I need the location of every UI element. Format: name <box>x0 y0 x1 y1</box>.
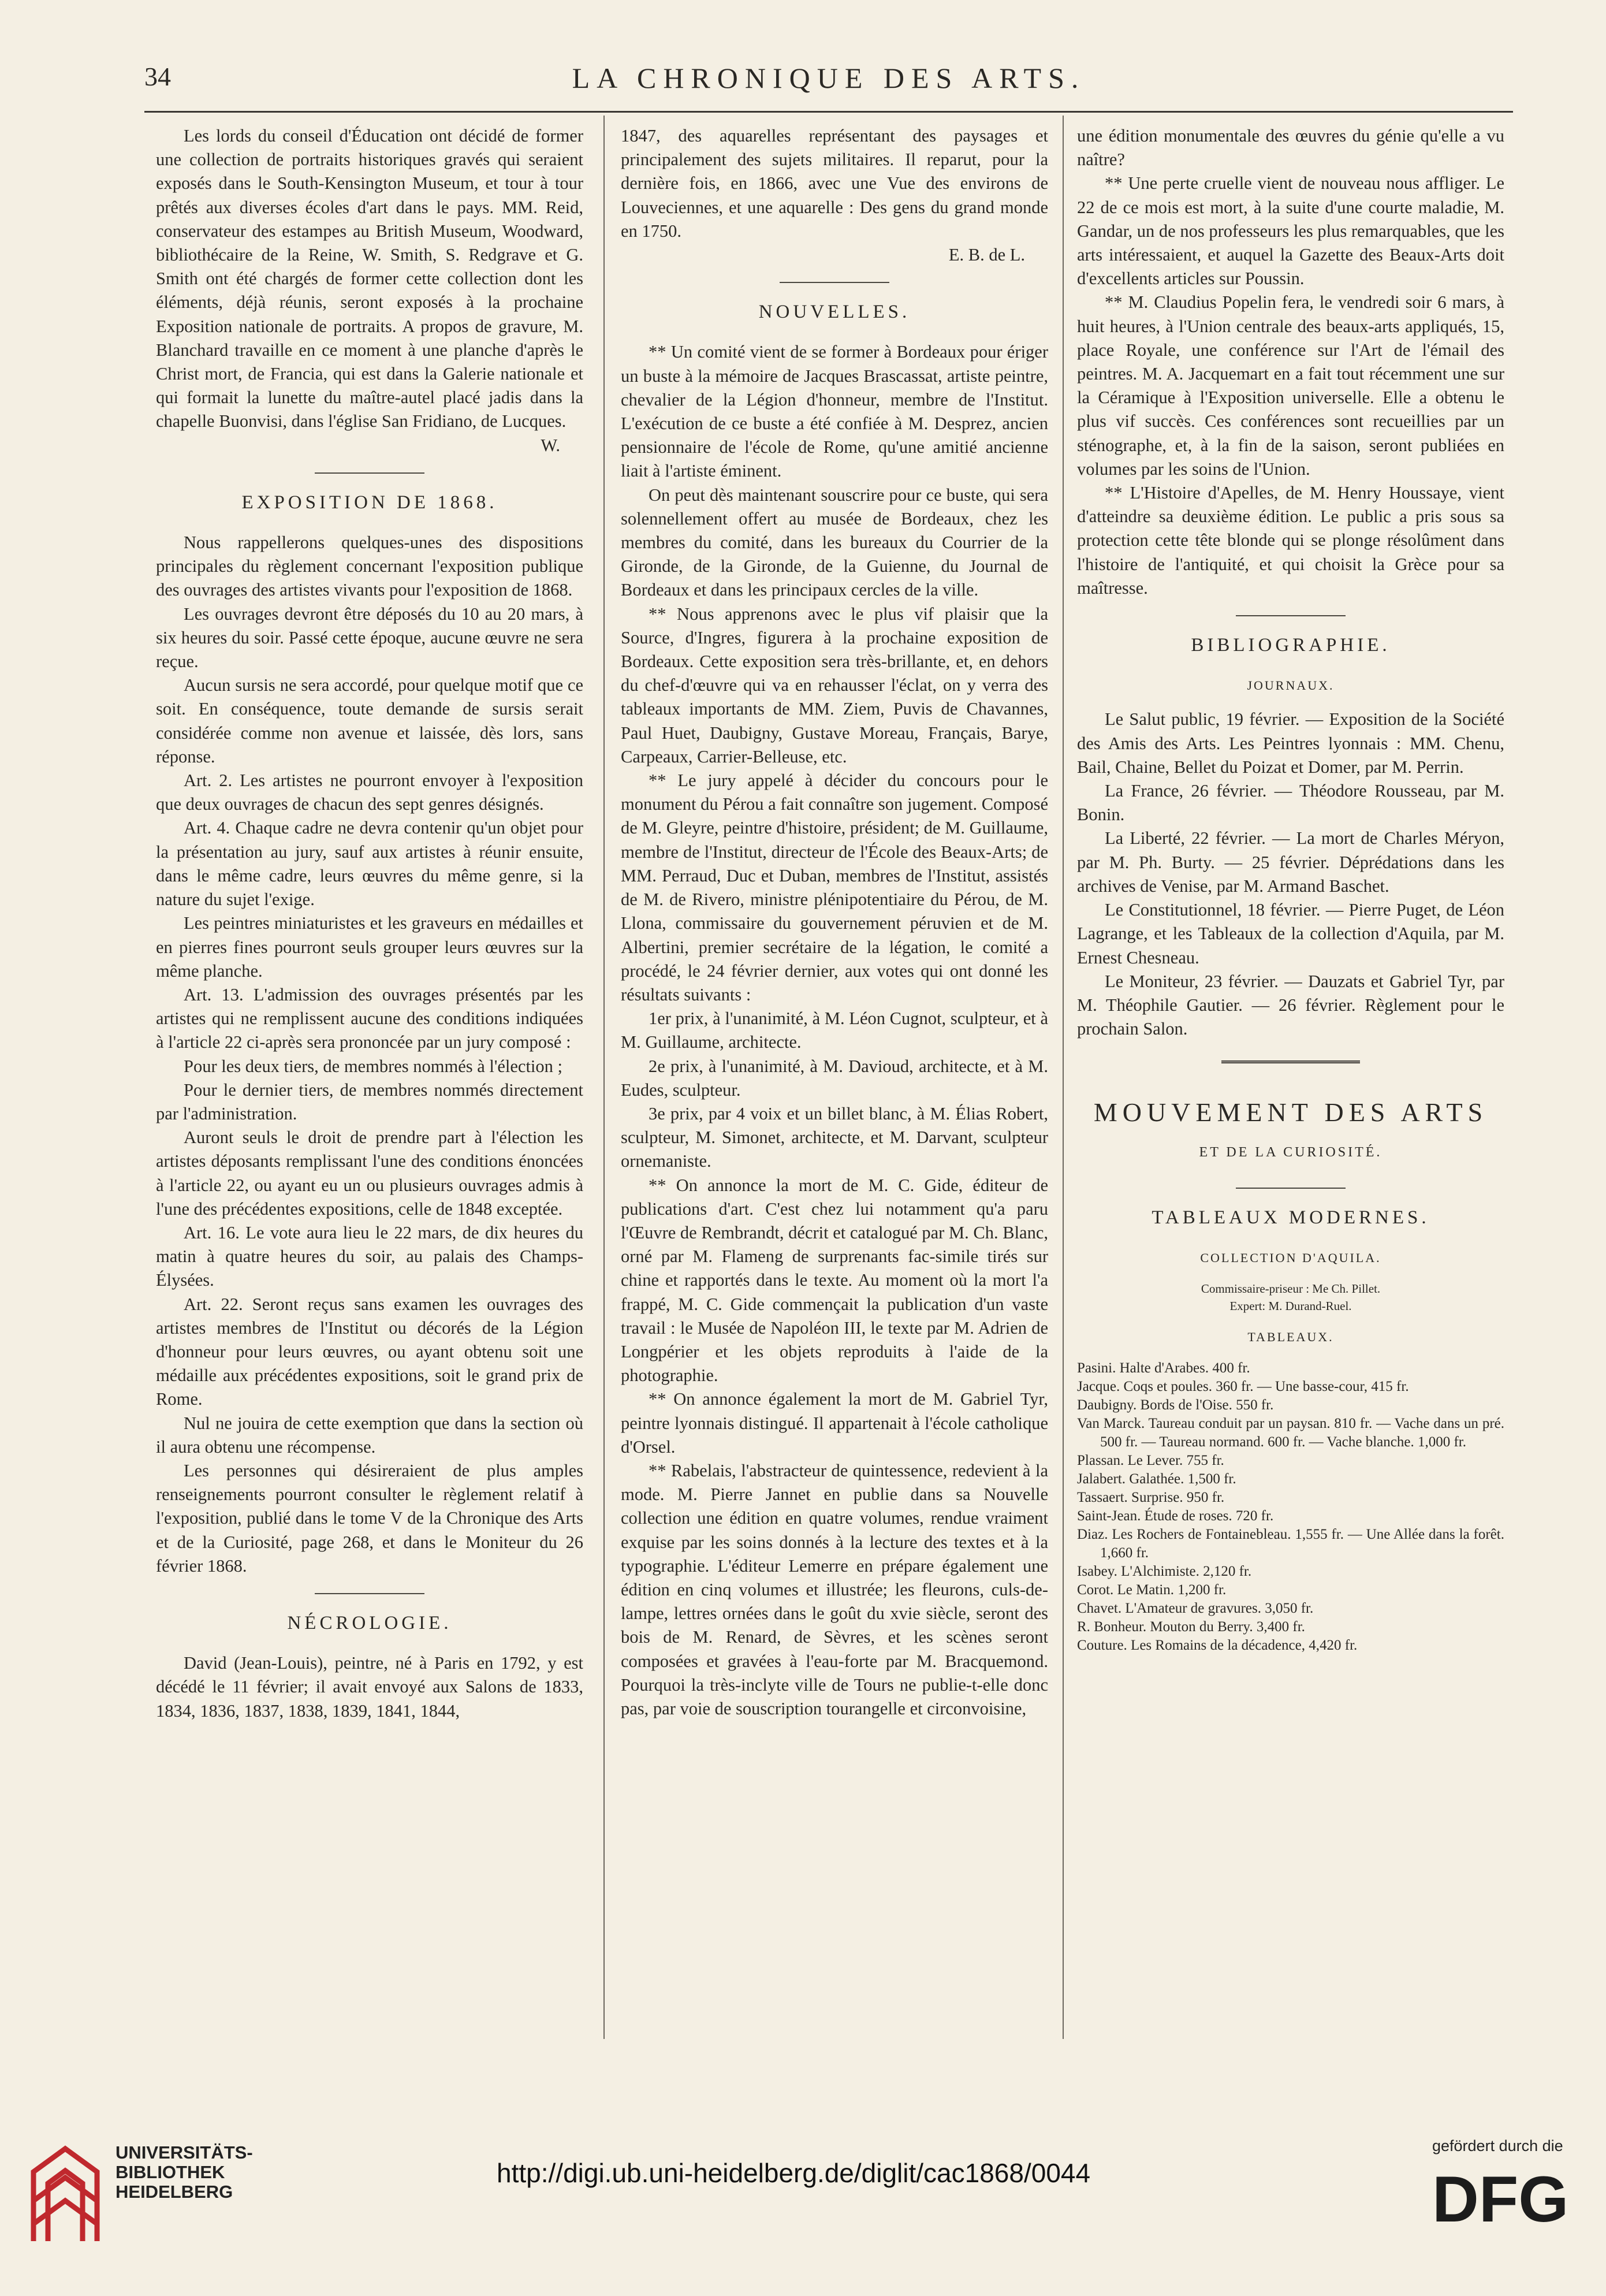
list-item: Jacque. Coqs et poules. 360 fr. — Une basse-cour, 415 fr. <box>1077 1379 1409 1395</box>
page-number: 34 <box>144 62 171 91</box>
paragraph: ** On annonce également la mort de M. Gabriel Tyr, peintre lyonnais distingué. Il appartenait à l'école catholique d'Orsel. <box>621 1389 1048 1457</box>
list-item: Tassaert. Surprise. 950 fr. <box>1077 1490 1225 1506</box>
separator <box>1236 615 1346 616</box>
collection-name: COLLECTION D'AQUILA. <box>1200 1250 1381 1265</box>
section-title-nouvelles: NOUVELLES. <box>758 302 911 323</box>
funded-by-label: gefördert durch die <box>1432 2137 1563 2154</box>
list-item: Jalabert. Galathée. 1,500 fr. <box>1077 1471 1236 1487</box>
paragraph: Nul ne jouira de cette exemption que dans la section où il aura obtenu une récompense. <box>156 1413 583 1457</box>
column-3 <box>1077 124 1504 1655</box>
running-title: LA CHRONIQUE DES ARTS. <box>572 62 1086 94</box>
paragraph: Pour les deux tiers, de membres nommés à l'élection ; <box>184 1056 563 1076</box>
paragraph: ** M. Claudius Popelin fera, le vendredi soir 6 mars, à huit heures, à l'Union centrale des beaux-arts appliqués, 15, place Royale, une conférence sur l'Art de l'émail des peintres. M. A. Jacquemart en a fait tout récemment une sur la Céramique à l'Exposition universelle. Elle a obtenu le plus vif succès. Ces conférences sont recueillies par un sténographe, et, à la fin de la saison, seront publiées en volumes par les soins de l'Union. <box>1077 292 1504 479</box>
list-item: Chavet. L'Amateur de gravures. 3,050 fr. <box>1077 1601 1314 1617</box>
paragraph: une édition monumentale des œuvres du génie qu'elle a vu naître? <box>1077 126 1504 170</box>
dfg-logo-text: DFG <box>1432 2166 1569 2230</box>
column-divider <box>1063 116 1064 2039</box>
sale-list <box>1077 1359 1504 1655</box>
paragraph: ** Le jury appelé à décider du concours pour le monument du Pérou a fait connaître son jugement. Composé de M. Gleyre, peintre d'histoire, président; de M. Guillaume, membre de l'Institut, directeur de l'École des Beaux-Arts; de MM. Perraud, Duc et Duban, membres de l'Institut, assistés de M. de Rivero, ministre plénipotentiaire du Pérou, de M. Llona, commissaire du gouvernement péruvien et de M. Albertini, premier secrétaire de la légation, le comité a procédé, le 24 février dernier, aux votes qui ont donné les résultats suivants : <box>621 771 1048 1004</box>
paragraph: Le Moniteur, 23 février. — Dauzats et Gabriel Tyr, par M. Théophile Gautier. — 26 février. Règlement pour le prochain Salon. <box>1077 971 1504 1039</box>
section-title-exposition: EXPOSITION DE 1868. <box>241 492 498 513</box>
expert-line: Expert: M. Durand-Ruel. <box>1229 1299 1352 1313</box>
column-1 <box>156 124 583 1723</box>
list-item: Plassan. Le Lever. 755 fr. <box>1077 1453 1224 1469</box>
paragraph: ** Un comité vient de se former à Bordeaux pour ériger un buste à la mémoire de Jacques Brascassat, artiste peintre, chevalier de la Légion d'honneur, membre de l'Institut. L'exécution de ce buste a été confiée à M. Desprez, ancien pensionnaire de l'école de Rome, qu'une amitié ancienne liait à l'artiste éminent. <box>621 342 1048 481</box>
footer <box>0 2114 1606 2296</box>
paragraph: ** On annonce la mort de M. C. Gide, éditeur de publications d'art. C'est chez lui notamment qu'a paru l'Œuvre de Rembrandt, décrit et catalogué par M. Ch. Blanc, orné par M. Flameng de surprenants fac-simile tirés sur chine et rapportés dans le texte. Au moment où la mort l'a frappé, M. C. Gide commençait la publication d'un vaste travail : le Musée de Napoléon III, le texte par M. Adrien de Longpérier et les objets reproduits à l'aide de la photographie. <box>621 1175 1048 1386</box>
paragraph: 1er prix, à l'unanimité, à M. Léon Cugnot, sculpteur, et à M. Guillaume, architecte. <box>621 1009 1048 1052</box>
paragraph: Les ouvrages devront être déposés du 10 au 20 mars, à six heures du soir. Passé cette époque, aucune œuvre ne sera reçue. <box>156 604 583 672</box>
column-divider <box>603 116 605 2039</box>
paragraph: Art. 2. Les artistes ne pourront envoyer à l'exposition que deux ouvrages de chacun des sept genres désignés. <box>156 771 583 814</box>
paragraph: Nous rappellerons quelques-unes des dispositions principales du règlement concernant l'exposition publique des ouvrages des artistes vivants pour l'exposition de 1868. <box>156 533 583 600</box>
paragraph: ** Rabelais, l'abstracteur de quintessence, redevient à la mode. M. Pierre Jannet en publie dans sa Nouvelle collection une édition en quatre volumes, rendue vraiment exquise par les soins donnés à la lecture des textes et à la typographie. L'éditeur Lemerre en prépare également une édition en cinq volumes et illustrée; les fleurons, culs-de-lampe, lettres ornées dans le goût du xvie siècle, seront des bois de M. Renard, de Sèvres, et les scènes seront composées et gravées à l'eau-forte par M. Bracquemond. Pourquoi la très-inclyte ville de Tours ne publie-t-elle donc pas, par voie de souscription tourangelle et circonvoisine, <box>621 1460 1048 1718</box>
section-title-necrologie: NÉCROLOGIE. <box>287 1612 452 1633</box>
signature: E. B. de L. <box>948 245 1025 265</box>
list-item: Pasini. Halte d'Arabes. 400 fr. <box>1077 1360 1250 1376</box>
separator <box>315 1593 424 1594</box>
library-name-line: HEIDELBERG <box>115 2182 233 2202</box>
list-item: Couture. Les Romains de la décadence, 4,420 fr. <box>1077 1638 1358 1654</box>
paragraph: Art. 4. Chaque cadre ne devra contenir qu'un objet pour la présentation au jury, sauf aux artistes à réunir ensuite, dans le même cadre, leurs œuvres du même genre, si la nature du sujet l'exige. <box>156 818 583 910</box>
paragraph: Auront seuls le droit de prendre part à l'élection les artistes déposants remplissant l'une des conditions énoncées à l'article 22, ou ayant eu un ou plusieurs ouvrages admis à l'une des précédentes expositions, celle de 1848 exceptée. <box>156 1127 583 1219</box>
paragraph: 3e prix, par 4 voix et un billet blanc, à M. Élias Robert, sculpteur, M. Simonet, architecte, et M. Darvant, sculpteur ornemaniste. <box>621 1103 1048 1171</box>
separator <box>315 472 424 474</box>
header-rule <box>144 111 1513 113</box>
university-logo-icon <box>22 2131 109 2247</box>
subsection-tableaux: TABLEAUX. <box>1247 1330 1334 1345</box>
column-2 <box>621 124 1048 1721</box>
library-name-line: BIBLIOTHEK <box>115 2162 225 2182</box>
section-title-bibliographie: BIBLIOGRAPHIE. <box>1191 635 1391 656</box>
paragraph: David (Jean-Louis), peintre, né à Paris en 1792, y est décédé le 11 février; il avait envoyé aux Salons de 1833, 1834, 1836, 1837, 1838, 1839, 1841, 1844, <box>156 1653 583 1721</box>
paragraph: La France, 26 février. — Théodore Rousseau, par M. Bonin. <box>1077 781 1504 825</box>
paragraph: Le Constitutionnel, 18 février. — Pierre Puget, de Léon Lagrange, et les Tableaux de la collection d'Aquila, par M. Ernest Chesneau. <box>1077 900 1504 967</box>
commissaire-line: Commissaire-priseur : Me Ch. Pillet. <box>1201 1282 1381 1296</box>
paragraph: ** Une perte cruelle vient de nouveau nous affliger. Le 22 de ce mois est mort, à la suite d'une courte maladie, M. Gandar, un de nos professeurs les plus remarquables, que les arts intéressaient, et auquel la Gazette des Beaux-Arts doit d'excellents articles sur Poussin. <box>1077 173 1504 289</box>
paragraph: Aucun sursis ne sera accordé, pour quelque motif que ce soit. En conséquence, toute demande de sursis serait considérée comme non avenue et laissée, dès lors, sans réponse. <box>156 675 583 766</box>
page-header <box>144 58 1513 104</box>
paragraph: 2e prix, à l'unanimité, à M. Davioud, architecte, et à M. Eudes, sculpteur. <box>621 1056 1048 1100</box>
section-title-tableaux: TABLEAUX MODERNES. <box>1152 1207 1430 1228</box>
paragraph: Art. 22. Seront reçus sans examen les ouvrages des artistes membres de l'Institut ou décorés de la Légion d'honneur pour leurs œuvres, ou ayant obtenu soit une médaille aux précédentes expositions, soit le grand prix de Rome. <box>156 1294 583 1409</box>
paragraph: 1847, des aquarelles représentant des paysages et principalement des sujets militaires. Il reparut, pour la dernière fois, en 1866, avec une Vue des environs de Louveciennes, et une aquarelle : Des gens du grand monde en 1750. <box>621 126 1048 241</box>
list-item: Corot. Le Matin. 1,200 fr. <box>1077 1582 1227 1598</box>
section-title-mouvement: MOUVEMENT DES ARTS <box>1093 1097 1488 1127</box>
double-separator <box>1221 1060 1360 1066</box>
paragraph: Le Salut public, 19 février. — Exposition de la Société des Amis des Arts. Les Peintres lyonnais : MM. Chenu, Bail, Chaine, Bellet du Poizat et Domer, par M. Perrin. <box>1077 709 1504 777</box>
list-item: Isabey. L'Alchimiste. 2,120 fr. <box>1077 1564 1252 1580</box>
paragraph: Les personnes qui désireraient de plus amples renseignements pourront consulter le règlement relatif à l'exposition, publié dans le tome V de la Chronique des Arts et de la Curiosité, page 268, et dans le Moniteur du 26 février 1868. <box>156 1460 583 1576</box>
paragraph: ** L'Histoire d'Apelles, de M. Henry Houssaye, vient d'atteindre sa deuxième édition. Le public a pris sous sa protection cette tête blonde qui se plonge résolûment dans l'histoire de l'antiquité, et qui choisit la Grèce pour sa maîtresse. <box>1077 483 1504 598</box>
source-url-link[interactable]: http://digi.ub.uni-heidelberg.de/diglit/cac1868/0044 <box>497 2158 1091 2188</box>
list-item: Diaz. Les Rochers de Fontainebleau. 1,555 fr. — Une Allée dans la forêt. 1,660 fr. <box>1077 1527 1504 1561</box>
separator <box>1236 1188 1346 1189</box>
library-name <box>115 2143 253 2202</box>
list-item: Saint-Jean. Étude de roses. 720 fr. <box>1077 1508 1274 1524</box>
subsection-journaux: JOURNAUX. <box>1247 678 1335 693</box>
dfg-logo-icon <box>1432 2166 1582 2230</box>
signature: W. <box>541 435 560 455</box>
paragraph: La Liberté, 22 février. — La mort de Charles Méryon, par M. Ph. Burty. — 25 février. Déprédations dans les archives de Venise, par M. Armand Baschet. <box>1077 828 1504 896</box>
paragraph: Art. 16. Le vote aura lieu le 22 mars, de dix heures du matin à quatre heures du soir, au palais des Champs-Élysées. <box>156 1222 583 1290</box>
paragraph: ** Nous apprenons avec le plus vif plaisir que la Source, d'Ingres, figurera à la prochaine exposition de Bordeaux. Cette exposition sera très-brillante, et, en dehors du chef-d'œuvre qui va en rehausser l'éclat, on y verra des tableaux importants de MM. Ziem, Puvis de Chavannes, Paul Huet, Daubigny, Gustave Moreau, Français, Barye, Carpeaux, Carrier-Belleuse, etc. <box>621 604 1048 766</box>
separator <box>780 282 889 283</box>
list-item: R. Bonheur. Mouton du Berry. 3,400 fr. <box>1077 1619 1305 1635</box>
paragraph: Les lords du conseil d'Éducation ont décidé de former une collection de portraits historiques gravés qui seraient exposés dans le South-Kensington Museum, et tour à tour prêtés aux diverses écoles d'art dans le pays. MM. Reid, conservateur des estampes au British Museum, Woodward, bibliothécaire de la Reine, W. Smith, S. Redgrave et G. Smith ont été chargés de former cette collection dont les éléments, déjà réunis, seront exposés à la prochaine Exposition nationale de portraits. A propos de gravure, M. Blanchard travaille en ce moment à une planche d'après le Christ mort, de Francia, qui est dans la Galerie nationale et qui formait la lunette du maître-autel placé jadis dans la chapelle Buonvisi, dans l'église San Fridiano, de Lucques. <box>156 126 583 431</box>
paragraph: Les peintres miniaturistes et les graveurs en médailles et en pierres fines pourront seuls grouper leurs œuvres sur la même planche. <box>156 913 583 981</box>
list-item: Daubigny. Bords de l'Oise. 550 fr. <box>1077 1397 1274 1413</box>
library-name-line: UNIVERSITÄTS- <box>115 2142 253 2163</box>
paragraph: Pour le dernier tiers, de membres nommés directement par l'administration. <box>156 1080 583 1123</box>
section-subtitle: ET DE LA CURIOSITÉ. <box>1199 1144 1383 1160</box>
paragraph: Art. 13. L'admission des ouvrages présentés par les artistes qui ne remplissent aucune des conditions indiquées à l'article 22 ci-après sera prononcée par un jury composé : <box>156 984 583 1052</box>
paragraph: On peut dès maintenant souscrire pour ce buste, qui sera solennellement offert au musée de Bordeaux, chez les membres du comité, dans les bureaux du Courrier de la Gironde, de la Gironde, de la Guienne, du Journal de Bordeaux et dans les principaux cercles de la ville. <box>621 485 1048 600</box>
list-item: Van Marck. Taureau conduit par un paysan. 810 fr. — Vache dans un pré. 500 fr. — Taureau normand. 600 fr. — Vache blanche. 1,000 fr. <box>1077 1416 1504 1450</box>
